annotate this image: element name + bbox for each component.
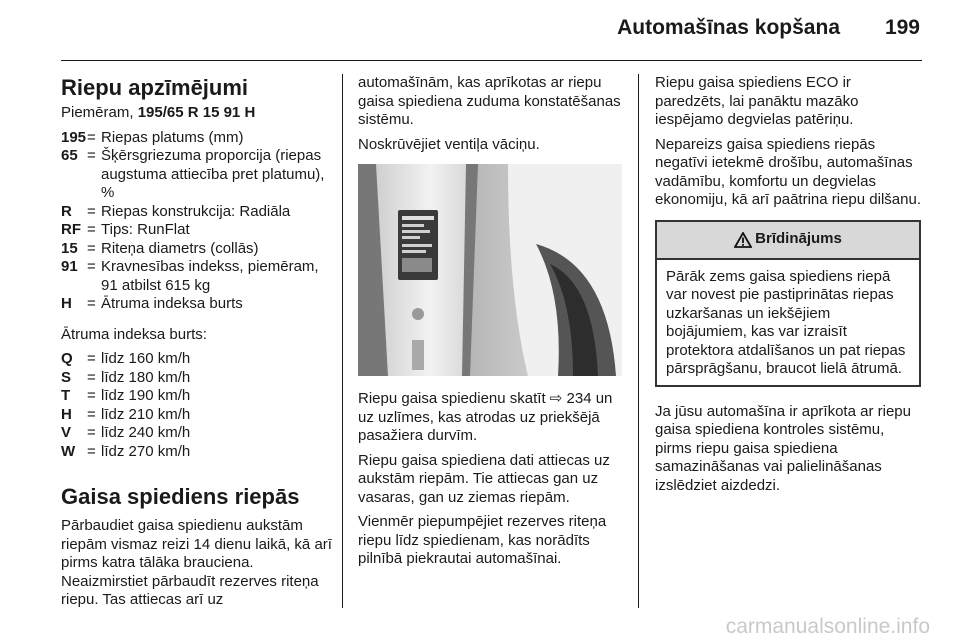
tyre-code-definitions bbox=[61, 129, 333, 314]
warning-box bbox=[655, 220, 921, 387]
paragraph: automašīnām, kas aprīkotas ar riepu gaisa spiediena zuduma konstatēšanas sistēmu. bbox=[358, 74, 621, 128]
example-code: 195/65 R 15 91 H bbox=[137, 104, 256, 121]
definition-equals: = bbox=[87, 387, 96, 404]
definition-equals: = bbox=[87, 239, 96, 257]
definition-key: 195 bbox=[61, 128, 87, 146]
definition-equals: = bbox=[87, 221, 96, 238]
definition-row bbox=[61, 258, 333, 295]
definition-value: Šķērsgriezuma proporcija (riepas augstuma attiecība pret platumu), % bbox=[101, 147, 325, 201]
section-heading-tyre-markings: Riepu apzīmējumi bbox=[61, 75, 249, 100]
watermark: carmanualsonline.info bbox=[725, 615, 930, 638]
definition-row bbox=[61, 387, 333, 406]
definition-row bbox=[61, 369, 333, 388]
page-number: 199 bbox=[884, 16, 920, 39]
definition-row bbox=[61, 295, 333, 314]
definition-row bbox=[61, 350, 333, 369]
definition-row bbox=[61, 147, 333, 203]
definition-row bbox=[61, 406, 333, 425]
warning-text: Pārāk zems gaisa spiediens riepā var novest pie pastiprinātas riepas uzkaršanas un iekšējiem bojājumiem, kas var izraisīt protektora atdalīšanos un pat riepas pārsprāgšanu, braucot lielā ātrumā. bbox=[666, 267, 906, 377]
speed-index-definitions bbox=[61, 350, 333, 461]
definition-value: līdz 180 km/h bbox=[101, 368, 191, 386]
definition-row bbox=[61, 424, 333, 443]
door-pillar-tyre-label-photo bbox=[358, 164, 622, 376]
paragraph: Noskrūvējiet ventiļa vāciņu. bbox=[358, 135, 540, 153]
definition-key: RF bbox=[61, 221, 81, 238]
definition-row bbox=[61, 203, 333, 222]
definition-key: 91 bbox=[61, 258, 78, 275]
definition-equals: = bbox=[87, 405, 96, 423]
column-middle bbox=[358, 74, 624, 575]
definition-value: Kravnesības indekss, piemēram, 91 atbilst 615 kg bbox=[101, 258, 319, 294]
warning-title: Brīdinājums bbox=[755, 230, 842, 248]
paragraph: Nepareizs gaisa spiediens riepās negatīvi ietekmē drošību, automašīnas vadāmību, komfortu un degvielas ekonomiju, kā arī paātrina riepu dilšanu. bbox=[655, 135, 921, 208]
paragraph: Vienmēr piepumpējiet rezerves riteņa riepu līdz spiedienam, kas norādīts pilnībā piekrautai automašīnai. bbox=[358, 513, 607, 567]
definition-equals: = bbox=[87, 202, 96, 220]
column-left bbox=[61, 74, 333, 616]
definition-key: 15 bbox=[61, 239, 78, 257]
definition-key: Q bbox=[61, 350, 73, 367]
definition-equals: = bbox=[87, 147, 96, 164]
speed-index-intro: Ātruma indeksa burts: bbox=[61, 325, 207, 343]
definition-value: Riepas konstrukcija: Radiāla bbox=[101, 202, 291, 220]
warning-header bbox=[657, 222, 919, 260]
paragraph: Ja jūsu automašīna ir aprīkota ar riepu gaisa spiediena kontroles sistēmu, pirms riepu gaisa spiediena samazināšanas vai palielināšanas izslēdziet aizdedzi. bbox=[655, 402, 911, 494]
definition-value: līdz 240 km/h bbox=[101, 424, 191, 441]
definition-key: 65 bbox=[61, 147, 78, 164]
definition-key: T bbox=[61, 387, 71, 404]
definition-equals: = bbox=[87, 295, 96, 312]
definition-value: līdz 270 km/h bbox=[101, 442, 191, 460]
definition-row bbox=[61, 443, 333, 462]
definition-equals: = bbox=[87, 424, 96, 441]
definition-key: W bbox=[61, 442, 76, 460]
definition-equals: = bbox=[87, 350, 96, 367]
section-heading-tyre-pressure: Gaisa spiediens riepās bbox=[61, 484, 300, 509]
definition-value: līdz 210 km/h bbox=[101, 405, 191, 423]
column-right bbox=[655, 74, 921, 501]
header-rule bbox=[61, 60, 922, 61]
column-divider bbox=[342, 74, 343, 608]
definition-equals: = bbox=[87, 128, 96, 146]
definition-value: Tips: RunFlat bbox=[101, 221, 190, 238]
paragraph: Riepu gaisa spiediens ECO ir paredzēts, lai panāktu mazāko iespējamo degvielas patēriņu. bbox=[655, 74, 859, 128]
definition-equals: = bbox=[87, 258, 96, 275]
example-prefix: Piemēram, bbox=[61, 104, 138, 121]
definition-equals: = bbox=[87, 442, 96, 460]
definition-key: V bbox=[61, 424, 72, 441]
example-line bbox=[61, 104, 333, 123]
definition-row bbox=[61, 129, 333, 148]
chapter-title: Automašīnas kopšana bbox=[617, 16, 840, 39]
definition-value: līdz 160 km/h bbox=[101, 350, 191, 367]
definition-key: H bbox=[61, 295, 72, 312]
paragraph: Riepu gaisa spiediena dati attiecas uz aukstām riepām. Tie attiecas gan uz vasaras, gan uz ziemas riepām. bbox=[358, 451, 610, 506]
definition-row bbox=[61, 221, 333, 240]
warning-triangle-icon bbox=[734, 232, 752, 248]
definition-value: Riepas platums (mm) bbox=[101, 128, 244, 146]
page-header bbox=[0, 0, 960, 60]
definition-equals: = bbox=[87, 368, 96, 386]
definition-row bbox=[61, 240, 333, 259]
definition-value: Ātruma indeksa burts bbox=[101, 295, 243, 312]
paragraph: Riepu gaisa spiedienu skatīt ⇨ 234 un uz uzlīmes, kas atrodas uz priekšējā pasažiera durvīm. bbox=[358, 390, 613, 444]
column-divider bbox=[638, 74, 639, 608]
paragraph: Pārbaudiet gaisa spiedienu aukstām riepām vismaz reizi 14 dienu laikā, kā arī pirms katra tālāka brauciena. Neaizmirstiet pārbaudīt rezerves riteņa riepu. Tas attiecas arī uz bbox=[61, 517, 332, 608]
definition-key: S bbox=[61, 368, 72, 386]
definition-value: līdz 190 km/h bbox=[101, 387, 191, 404]
definition-key: R bbox=[61, 202, 72, 220]
definition-value: Riteņa diametrs (collās) bbox=[101, 239, 259, 257]
definition-key: H bbox=[61, 405, 72, 423]
